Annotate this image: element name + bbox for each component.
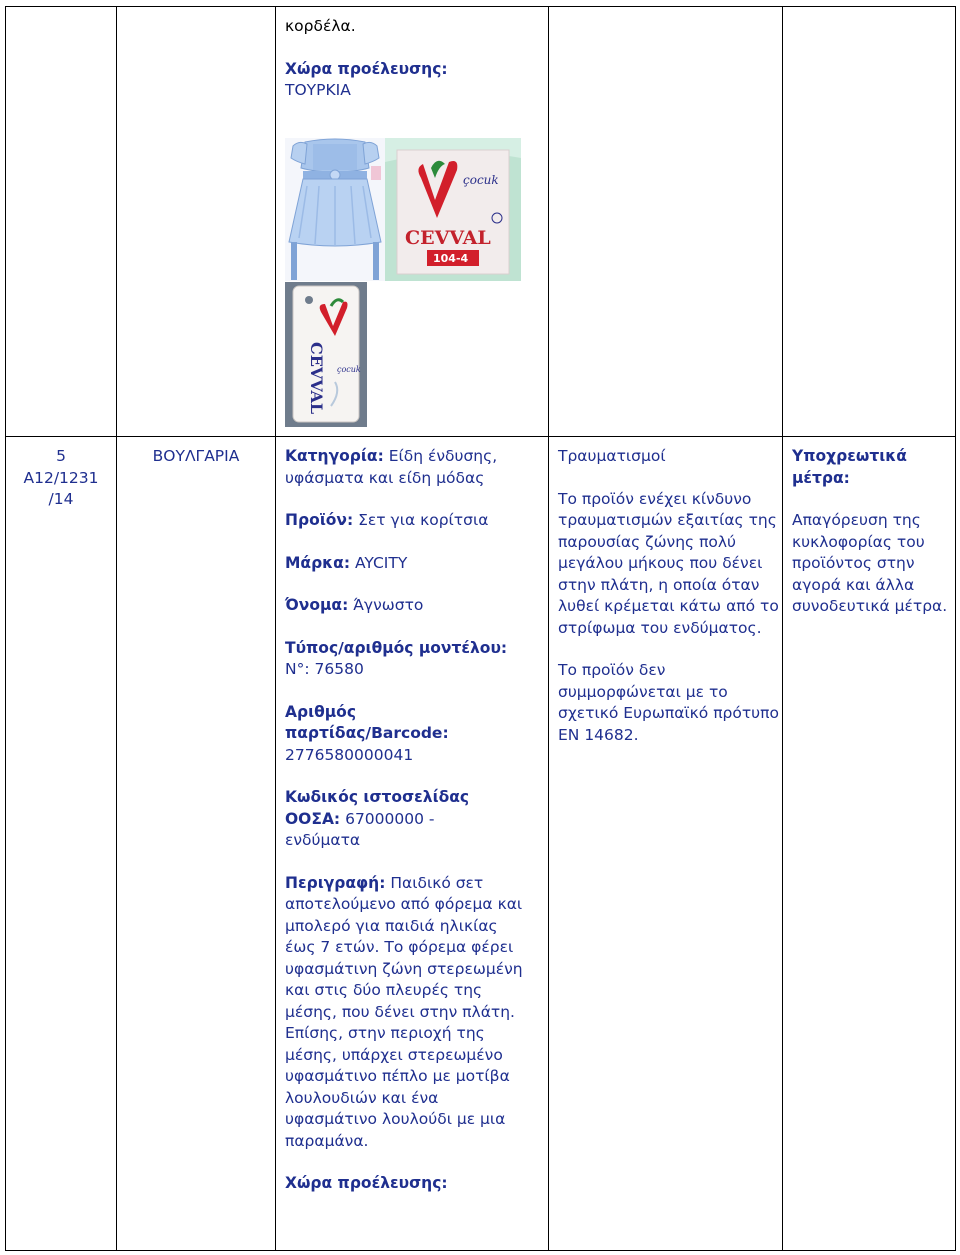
name-label: Όνομα: xyxy=(285,596,349,614)
dress-photo xyxy=(285,138,385,281)
notification-number-cell xyxy=(8,446,114,511)
model-label: Τύπος/αριθμός μοντέλου: xyxy=(285,638,508,657)
table-border-bottom xyxy=(5,1250,955,1251)
col-divider-0 xyxy=(5,6,6,1251)
measures-cell xyxy=(792,446,950,618)
row-divider xyxy=(5,436,955,437)
product-details-cell xyxy=(285,446,540,1195)
col-divider-4 xyxy=(782,6,783,1251)
brand-value: AYCITY xyxy=(354,553,408,572)
top-product-cell xyxy=(285,16,540,102)
label-size-text: 104-4 xyxy=(433,252,469,265)
ribbon-text-tail: κορδέλα. xyxy=(285,17,356,35)
hang-tag-photo xyxy=(285,282,367,427)
origin-label-top: Χώρα προέλευσης: xyxy=(285,59,448,78)
dress-illustration xyxy=(285,138,385,281)
measures-label: Υποχρεωτικά μέτρα: xyxy=(792,447,907,487)
risk-type: Τραυματισμοί xyxy=(558,447,666,465)
model-value: N°: 76580 xyxy=(285,660,364,678)
risk-cell xyxy=(558,446,780,746)
origin-label-main: Χώρα προέλευσης: xyxy=(285,1174,448,1192)
risk-description: Το προϊόν ενέχει κίνδυνο τραυματισμών εξαιτίας της παρουσίας ζώνης πολύ μεγάλου μήκους που δένει στην πλάτη, η οποία όταν λυθεί κρέμεται κάτω από το στρίφωμα του ενδύματος. xyxy=(558,489,779,637)
label-text-cevval: CEVVAL xyxy=(405,227,491,249)
name-value: Άγνωστο xyxy=(353,596,424,614)
risk-standard: Το προϊόν δεν συμμορφώνεται με το σχετικό Ευρωπαϊκό πρότυπο EN 14682. xyxy=(558,661,779,744)
notification-number: 5 xyxy=(56,447,66,465)
tag-small-text: çocuk xyxy=(337,365,361,374)
barcode-value: 2776580000041 xyxy=(285,745,414,764)
hang-tag-illustration xyxy=(285,282,367,427)
sewn-label-photo xyxy=(385,138,521,281)
notification-ref-line2: /14 xyxy=(48,490,74,508)
description-label: Περιγραφή: xyxy=(285,873,386,892)
col-divider-2 xyxy=(275,6,276,1251)
notifying-country: ΒΟΥΛΓΑΡΙΑ xyxy=(152,447,240,465)
product-value: Σετ για κορίτσια xyxy=(358,511,489,529)
sewn-label-illustration xyxy=(385,138,521,281)
brand-label: Μάρκα: xyxy=(285,553,351,572)
barcode-label: Αριθμός παρτίδας/Barcode: xyxy=(285,702,449,742)
oosa-value: 67000000 - ενδύματα xyxy=(285,809,435,849)
label-text-cocuk: çocuk xyxy=(463,173,499,187)
table-border-top xyxy=(5,6,955,7)
col-divider-1 xyxy=(116,6,117,1251)
description-value: Παιδικό σετ αποτελούμενο από φόρεμα και μπολερό για παιδιά ηλικίας έως 7 ετών. Το φόρεμα φέρει υφασμάτινη ζώνη στερεωμένη και στις δύο πλευρές της μέσης, που δένει στην πλάτη. Επίσης, στην περιοχή της μέσης, υπάρχει στερεωμένο υφασμάτινο πέπλο με μοτίβα λουλουδιών και ένα υφασμάτινο λουλούδι με μια παραμάνα. xyxy=(285,873,523,1150)
product-label: Προϊόν: xyxy=(285,511,354,529)
notifying-country-cell xyxy=(118,446,274,468)
category-label: Κατηγορία: xyxy=(285,447,384,465)
category-value: Είδη ένδυσης, υφάσματα και είδη μόδας xyxy=(285,447,498,487)
origin-value-top: ΤΟΥΡΚΙΑ xyxy=(285,81,351,99)
tag-brand-text: CEVVAL xyxy=(307,342,326,415)
col-divider-5 xyxy=(955,6,956,1251)
oosa-label: Κωδικός ιστοσελίδας ΟΟΣΑ: xyxy=(285,788,470,828)
col-divider-3 xyxy=(548,6,549,1251)
measures-value: Απαγόρευση της κυκλοφορίας του προϊόντος στην αγορά και άλλα συνοδευτικά μέτρα. xyxy=(792,511,948,615)
notification-ref-line1: A12/1231 xyxy=(23,468,99,487)
